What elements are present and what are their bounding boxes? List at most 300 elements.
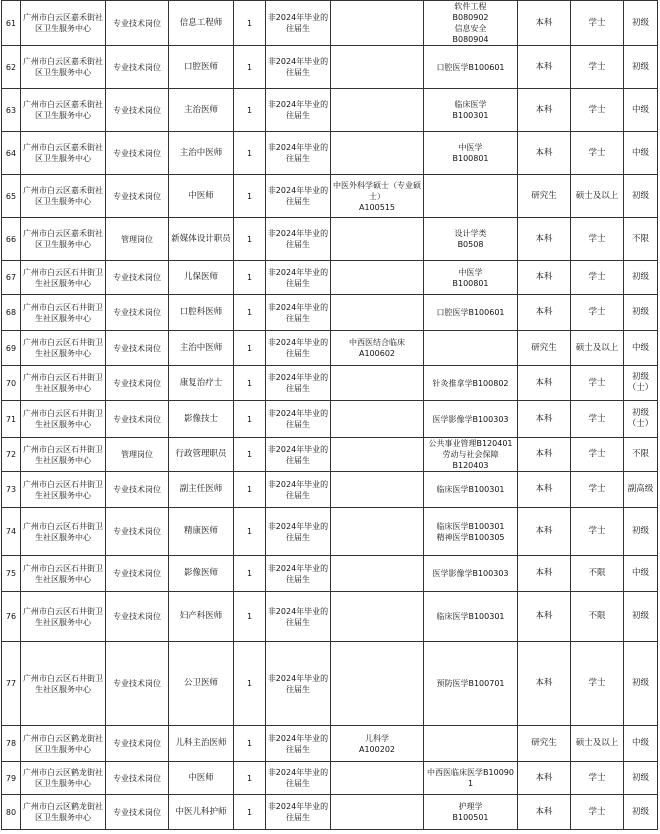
major-undergraduate [424, 401, 518, 438]
hiring-unit-line: 广州市白云区嘉禾街社 [23, 13, 103, 22]
major-postgraduate [331, 438, 424, 472]
title-level [624, 1, 658, 46]
applicant-target-line: 往届生 [286, 779, 310, 788]
hire-count: 1 [234, 438, 266, 472]
position-name: 口腔医师 [169, 46, 234, 89]
hiring-unit [21, 261, 106, 295]
hiring-unit [21, 726, 106, 762]
applicant-target [266, 46, 331, 89]
position-category: 专业技术岗位 [106, 508, 169, 556]
applicant-target [266, 295, 331, 331]
title-level [624, 508, 658, 556]
applicant-target-line: 非2024年毕业的 [267, 563, 329, 573]
position-category: 专业技术岗位 [106, 795, 169, 830]
major-undergraduate-line: B100501 [452, 813, 489, 822]
major-undergraduate [424, 438, 518, 472]
degree-requirement: 学士 [571, 46, 624, 89]
education-requirement: 本科 [518, 762, 571, 795]
position-name: 影像医师 [169, 556, 234, 592]
title-level-line: 初级 [631, 526, 649, 536]
applicant-target [266, 366, 331, 401]
row-number: 76 [2, 592, 21, 642]
major-postgraduate-line: A100515 [358, 202, 395, 212]
title-level-line: 中级 [631, 147, 649, 158]
applicant-target [266, 508, 331, 556]
major-undergraduate [424, 46, 518, 89]
applicant-target-line: 非2024年毕业的 [267, 479, 329, 489]
position-category: 专业技术岗位 [106, 132, 169, 175]
position-name: 影像技士 [169, 401, 234, 438]
major-postgraduate [331, 218, 424, 261]
hiring-unit-line: 区卫生服务中心 [35, 197, 91, 206]
applicant-target-line: 往届生 [286, 490, 310, 500]
row-number: 62 [2, 46, 21, 89]
major-postgraduate [331, 89, 424, 132]
hiring-unit-line: 生社区服务中心 [35, 420, 91, 429]
major-postgraduate [331, 556, 424, 592]
table-row [2, 401, 658, 438]
major-undergraduate [424, 218, 518, 261]
applicant-target-line: 往届生 [286, 744, 310, 754]
title-level-line: 初级 [631, 307, 649, 317]
applicant-target-line: 非2024年毕业的 [267, 673, 329, 683]
major-undergraduate-line: B120403 [452, 461, 489, 470]
title-level-line: 不限 [631, 449, 649, 459]
major-undergraduate [424, 472, 518, 508]
major-undergraduate-line: 设计学类 [454, 229, 487, 238]
applicant-target-line: 非2024年毕业的 [267, 186, 329, 195]
major-postgraduate [331, 295, 424, 331]
major-undergraduate-line: B0508 [457, 240, 484, 249]
row-number: 80 [2, 795, 21, 830]
position-category: 专业技术岗位 [106, 89, 169, 132]
hiring-unit [21, 89, 106, 132]
applicant-target-line: 非2024年毕业的 [267, 143, 329, 152]
hiring-unit-line: 区卫生服务中心 [35, 68, 91, 77]
row-number: 71 [2, 401, 21, 438]
table-row [2, 726, 658, 762]
row-number: 79 [2, 762, 21, 795]
title-level [624, 592, 658, 642]
hiring-unit [21, 175, 106, 218]
applicant-target [266, 331, 331, 366]
education-requirement: 本科 [518, 401, 571, 438]
hiring-unit-line: 广州市白云区石井街卫 [23, 673, 103, 683]
degree-requirement: 学士 [571, 795, 624, 830]
major-postgraduate [331, 175, 424, 218]
major-postgraduate [331, 726, 424, 762]
table-row [2, 261, 658, 295]
hiring-unit-line: 广州市白云区嘉禾街社 [23, 143, 103, 152]
degree-requirement: 学士 [571, 438, 624, 472]
hiring-unit-line: 区卫生服务中心 [35, 744, 91, 754]
applicant-target [266, 175, 331, 218]
position-name: 精康医师 [169, 508, 234, 556]
education-requirement: 本科 [518, 218, 571, 261]
major-undergraduate-line: 临床医学B100301 [436, 485, 505, 494]
applicant-target-line: 非2024年毕业的 [267, 768, 329, 777]
recruitment-table [1, 0, 658, 830]
applicant-target [266, 642, 331, 726]
hiring-unit-line: 广州市白云区鹤龙街社 [23, 802, 103, 811]
hiring-unit-line: 广州市白云区石井街卫 [23, 563, 103, 573]
row-number: 70 [2, 366, 21, 401]
hiring-unit-line: 广州市白云区石井街卫 [23, 444, 103, 454]
hiring-unit-line: 区卫生服务中心 [35, 779, 91, 788]
hiring-unit-line: 生社区服务中心 [35, 455, 91, 465]
title-level-line: 初级 [631, 611, 649, 621]
hire-count: 1 [234, 175, 266, 218]
title-level [624, 218, 658, 261]
applicant-target-line: 往届生 [286, 197, 310, 206]
hiring-unit-line: 广州市白云区石井街卫 [23, 521, 103, 531]
title-level-line: 初级 [631, 408, 649, 418]
position-name: 中医儿科护师 [169, 795, 234, 830]
applicant-target-line: 非2024年毕业的 [267, 733, 329, 743]
hiring-unit-line: 广州市白云区石井街卫 [23, 409, 103, 418]
title-level [624, 642, 658, 726]
degree-requirement: 不限 [571, 556, 624, 592]
major-undergraduate [424, 331, 518, 366]
applicant-target [266, 132, 331, 175]
title-level [624, 366, 658, 401]
applicant-target-line: 往届生 [286, 574, 310, 584]
title-level-line: 中级 [631, 738, 649, 748]
major-undergraduate-line: 中医学 [458, 143, 483, 152]
education-requirement: 本科 [518, 592, 571, 642]
title-level [624, 401, 658, 438]
applicant-target [266, 726, 331, 762]
hire-count: 1 [234, 366, 266, 401]
position-name: 儿保医师 [169, 261, 234, 295]
title-level-line: 初级 [631, 190, 649, 201]
title-level [624, 762, 658, 795]
position-category: 专业技术岗位 [106, 726, 169, 762]
hire-count: 1 [234, 89, 266, 132]
hiring-unit-line: 生社区服务中心 [35, 349, 91, 358]
major-postgraduate-line: 儿科学 [365, 733, 389, 743]
row-number: 75 [2, 556, 21, 592]
title-level [624, 89, 658, 132]
hire-count: 1 [234, 592, 266, 642]
education-requirement: 本科 [518, 438, 571, 472]
position-name: 儿科主治医师 [169, 726, 234, 762]
title-level-line: 副高级 [627, 484, 654, 494]
applicant-target-line: 非2024年毕业的 [267, 100, 329, 109]
major-undergraduate [424, 508, 518, 556]
title-level [624, 331, 658, 366]
hiring-unit-line: 广州市白云区石井街卫 [23, 479, 103, 489]
title-level-line: 初级 [631, 772, 649, 783]
major-postgraduate-line: A100602 [358, 349, 395, 358]
title-level [624, 261, 658, 295]
position-name: 新媒体设计职员 [169, 218, 234, 261]
major-postgraduate [331, 46, 424, 89]
hiring-unit [21, 762, 106, 795]
degree-requirement: 不限 [571, 592, 624, 642]
major-undergraduate-line: 预防医学B100701 [436, 679, 505, 688]
row-number: 68 [2, 295, 21, 331]
major-undergraduate-line: 软件工程 [454, 2, 487, 11]
major-undergraduate-line: 临床医学B100301 [436, 521, 505, 531]
position-category: 管理岗位 [106, 218, 169, 261]
major-undergraduate-line: 护理学 [458, 802, 483, 811]
applicant-target-line: 往届生 [286, 68, 310, 77]
hire-count: 1 [234, 132, 266, 175]
degree-requirement: 学士 [571, 218, 624, 261]
hiring-unit-line: 广州市白云区石井街卫 [23, 338, 103, 347]
hire-count: 1 [234, 261, 266, 295]
table-row [2, 366, 658, 401]
position-name: 信息工程师 [169, 1, 234, 46]
applicant-target [266, 472, 331, 508]
major-undergraduate-line: 临床医学 [454, 100, 487, 109]
applicant-target-line: 往届生 [286, 111, 310, 120]
hiring-unit [21, 556, 106, 592]
position-name: 行政管理职员 [169, 438, 234, 472]
row-number: 73 [2, 472, 21, 508]
major-undergraduate [424, 642, 518, 726]
hiring-unit-line: 广州市白云区石井街卫 [23, 606, 103, 616]
position-category: 专业技术岗位 [106, 331, 169, 366]
hiring-unit-line: 生社区服务中心 [35, 313, 91, 323]
title-level-line: 初级 [631, 806, 649, 817]
row-number: 72 [2, 438, 21, 472]
major-undergraduate [424, 132, 518, 175]
major-undergraduate [424, 795, 518, 830]
hiring-unit-line: 广州市白云区嘉禾街社 [23, 100, 103, 109]
major-undergraduate-line: 精神医学B100305 [436, 532, 505, 542]
row-number: 61 [2, 1, 21, 46]
hiring-unit [21, 46, 106, 89]
major-undergraduate [424, 366, 518, 401]
degree-requirement: 学士 [571, 642, 624, 726]
hire-count: 1 [234, 1, 266, 46]
title-level-line: 中级 [631, 342, 649, 353]
major-undergraduate [424, 175, 518, 218]
education-requirement: 本科 [518, 1, 571, 46]
position-name: 中医师 [169, 762, 234, 795]
hiring-unit [21, 472, 106, 508]
hiring-unit [21, 592, 106, 642]
hiring-unit-line: 广州市白云区石井街卫 [23, 267, 103, 277]
row-number: 77 [2, 642, 21, 726]
hire-count: 1 [234, 401, 266, 438]
title-level [624, 795, 658, 830]
major-undergraduate [424, 726, 518, 762]
applicant-target-line: 往届生 [286, 813, 310, 822]
major-postgraduate [331, 1, 424, 46]
hiring-unit [21, 795, 106, 830]
hiring-unit-line: 区卫生服务中心 [35, 154, 91, 163]
title-level [624, 175, 658, 218]
table-row [2, 89, 658, 132]
hiring-unit-line: 广州市白云区鹤龙街社 [23, 733, 103, 743]
hire-count: 1 [234, 331, 266, 366]
row-number: 78 [2, 726, 21, 762]
applicant-target [266, 218, 331, 261]
hiring-unit-line: 区卫生服务中心 [35, 24, 91, 33]
applicant-target-line: 往届生 [286, 617, 310, 627]
applicant-target-line: 非2024年毕业的 [267, 267, 329, 277]
hiring-unit-line: 广州市白云区嘉禾街社 [23, 186, 103, 195]
position-category: 专业技术岗位 [106, 762, 169, 795]
applicant-target-line: 非2024年毕业的 [267, 57, 329, 66]
applicant-target-line: 往届生 [286, 455, 310, 465]
table-row [2, 46, 658, 89]
hire-count: 1 [234, 472, 266, 508]
major-undergraduate-line: 医学影像学B100303 [432, 414, 509, 424]
row-number: 64 [2, 132, 21, 175]
title-level-line: 初级 [631, 678, 649, 688]
title-level [624, 295, 658, 331]
position-category: 专业技术岗位 [106, 46, 169, 89]
table-row [2, 556, 658, 592]
title-level-line: 初级 [631, 272, 649, 282]
major-undergraduate-line: 中西医临床医学B100901 [427, 768, 514, 788]
degree-requirement: 硕士及以上 [571, 331, 624, 366]
hiring-unit-line: 区卫生服务中心 [35, 111, 91, 120]
major-undergraduate-line: B100801 [452, 278, 489, 288]
hiring-unit [21, 642, 106, 726]
hiring-unit-line: 生社区服务中心 [35, 384, 91, 393]
applicant-target [266, 762, 331, 795]
table-row [2, 592, 658, 642]
hire-count: 1 [234, 642, 266, 726]
applicant-target-line: 往届生 [286, 313, 310, 323]
applicant-target-line: 非2024年毕业的 [267, 13, 329, 22]
table-row [2, 218, 658, 261]
table-row [2, 132, 658, 175]
position-category: 专业技术岗位 [106, 472, 169, 508]
applicant-target-line: 非2024年毕业的 [267, 409, 329, 418]
row-number: 63 [2, 89, 21, 132]
degree-requirement: 硕士及以上 [571, 726, 624, 762]
position-category: 专业技术岗位 [106, 556, 169, 592]
title-level-line: （士） [627, 383, 654, 393]
title-level-line: 中级 [631, 568, 649, 578]
position-category: 专业技术岗位 [106, 261, 169, 295]
applicant-target-line: 往届生 [286, 532, 310, 542]
title-level [624, 46, 658, 89]
position-name: 妇产科医师 [169, 592, 234, 642]
applicant-target-line: 非2024年毕业的 [267, 521, 329, 531]
major-postgraduate [331, 261, 424, 295]
major-postgraduate [331, 762, 424, 795]
applicant-target-line: 非2024年毕业的 [267, 802, 329, 811]
degree-requirement: 硕士及以上 [571, 175, 624, 218]
education-requirement: 研究生 [518, 331, 571, 366]
applicant-target-line: 往届生 [286, 240, 310, 249]
hire-count: 1 [234, 795, 266, 830]
degree-requirement: 学士 [571, 366, 624, 401]
major-undergraduate-line: 中医学 [458, 267, 483, 277]
degree-requirement: 学士 [571, 472, 624, 508]
title-level-line: 初级 [631, 61, 649, 72]
degree-requirement: 学士 [571, 132, 624, 175]
education-requirement: 本科 [518, 366, 571, 401]
education-requirement: 本科 [518, 795, 571, 830]
applicant-target [266, 556, 331, 592]
major-undergraduate-line: B080904 [452, 35, 489, 44]
education-requirement: 本科 [518, 132, 571, 175]
position-category: 专业技术岗位 [106, 366, 169, 401]
major-undergraduate-line: 医学影像学B100303 [432, 569, 509, 578]
position-name: 主治医师 [169, 89, 234, 132]
position-category: 专业技术岗位 [106, 175, 169, 218]
table-row [2, 795, 658, 830]
degree-requirement: 学士 [571, 762, 624, 795]
major-postgraduate [331, 642, 424, 726]
major-postgraduate-line: 士） [369, 191, 385, 201]
education-requirement: 本科 [518, 642, 571, 726]
hiring-unit-line: 区卫生服务中心 [35, 813, 91, 822]
position-category: 专业技术岗位 [106, 401, 169, 438]
position-category: 专业技术岗位 [106, 642, 169, 726]
education-requirement: 本科 [518, 46, 571, 89]
title-level [624, 556, 658, 592]
education-requirement: 本科 [518, 508, 571, 556]
title-level-line: 中级 [631, 104, 649, 115]
major-postgraduate-line: A100202 [358, 744, 395, 754]
education-requirement: 研究生 [518, 726, 571, 762]
hiring-unit [21, 508, 106, 556]
hire-count: 1 [234, 726, 266, 762]
title-level [624, 132, 658, 175]
degree-requirement: 学士 [571, 401, 624, 438]
position-category: 专业技术岗位 [106, 295, 169, 331]
title-level [624, 472, 658, 508]
applicant-target-line: 往届生 [286, 24, 310, 33]
applicant-target-line: 非2024年毕业的 [267, 606, 329, 616]
degree-requirement: 学士 [571, 261, 624, 295]
degree-requirement: 学士 [571, 295, 624, 331]
major-postgraduate [331, 508, 424, 556]
hiring-unit [21, 331, 106, 366]
hiring-unit-line: 广州市白云区嘉禾街社 [23, 229, 103, 238]
major-postgraduate [331, 331, 424, 366]
education-requirement: 本科 [518, 89, 571, 132]
hire-count: 1 [234, 295, 266, 331]
hiring-unit [21, 366, 106, 401]
degree-requirement: 学士 [571, 89, 624, 132]
table-row [2, 1, 658, 46]
major-postgraduate [331, 795, 424, 830]
row-number: 65 [2, 175, 21, 218]
hiring-unit-line: 生社区服务中心 [35, 684, 91, 694]
major-postgraduate [331, 132, 424, 175]
table-body [2, 1, 658, 830]
hiring-unit-line: 广州市白云区鹤龙街社 [23, 768, 103, 777]
hire-count: 1 [234, 218, 266, 261]
major-undergraduate [424, 762, 518, 795]
major-postgraduate [331, 592, 424, 642]
applicant-target [266, 438, 331, 472]
table-row [2, 438, 658, 472]
major-undergraduate-line: 针灸推拿学B100802 [432, 378, 509, 388]
hire-count: 1 [234, 762, 266, 795]
major-undergraduate [424, 89, 518, 132]
major-undergraduate-line: B080902 [452, 13, 489, 22]
hiring-unit [21, 132, 106, 175]
row-number: 69 [2, 331, 21, 366]
education-requirement: 本科 [518, 556, 571, 592]
major-undergraduate-line: 劳动与社会保障 [442, 450, 499, 459]
applicant-target [266, 261, 331, 295]
major-undergraduate-line: 口腔医学B100601 [436, 308, 505, 317]
major-undergraduate [424, 592, 518, 642]
position-name: 康复治疗士 [169, 366, 234, 401]
